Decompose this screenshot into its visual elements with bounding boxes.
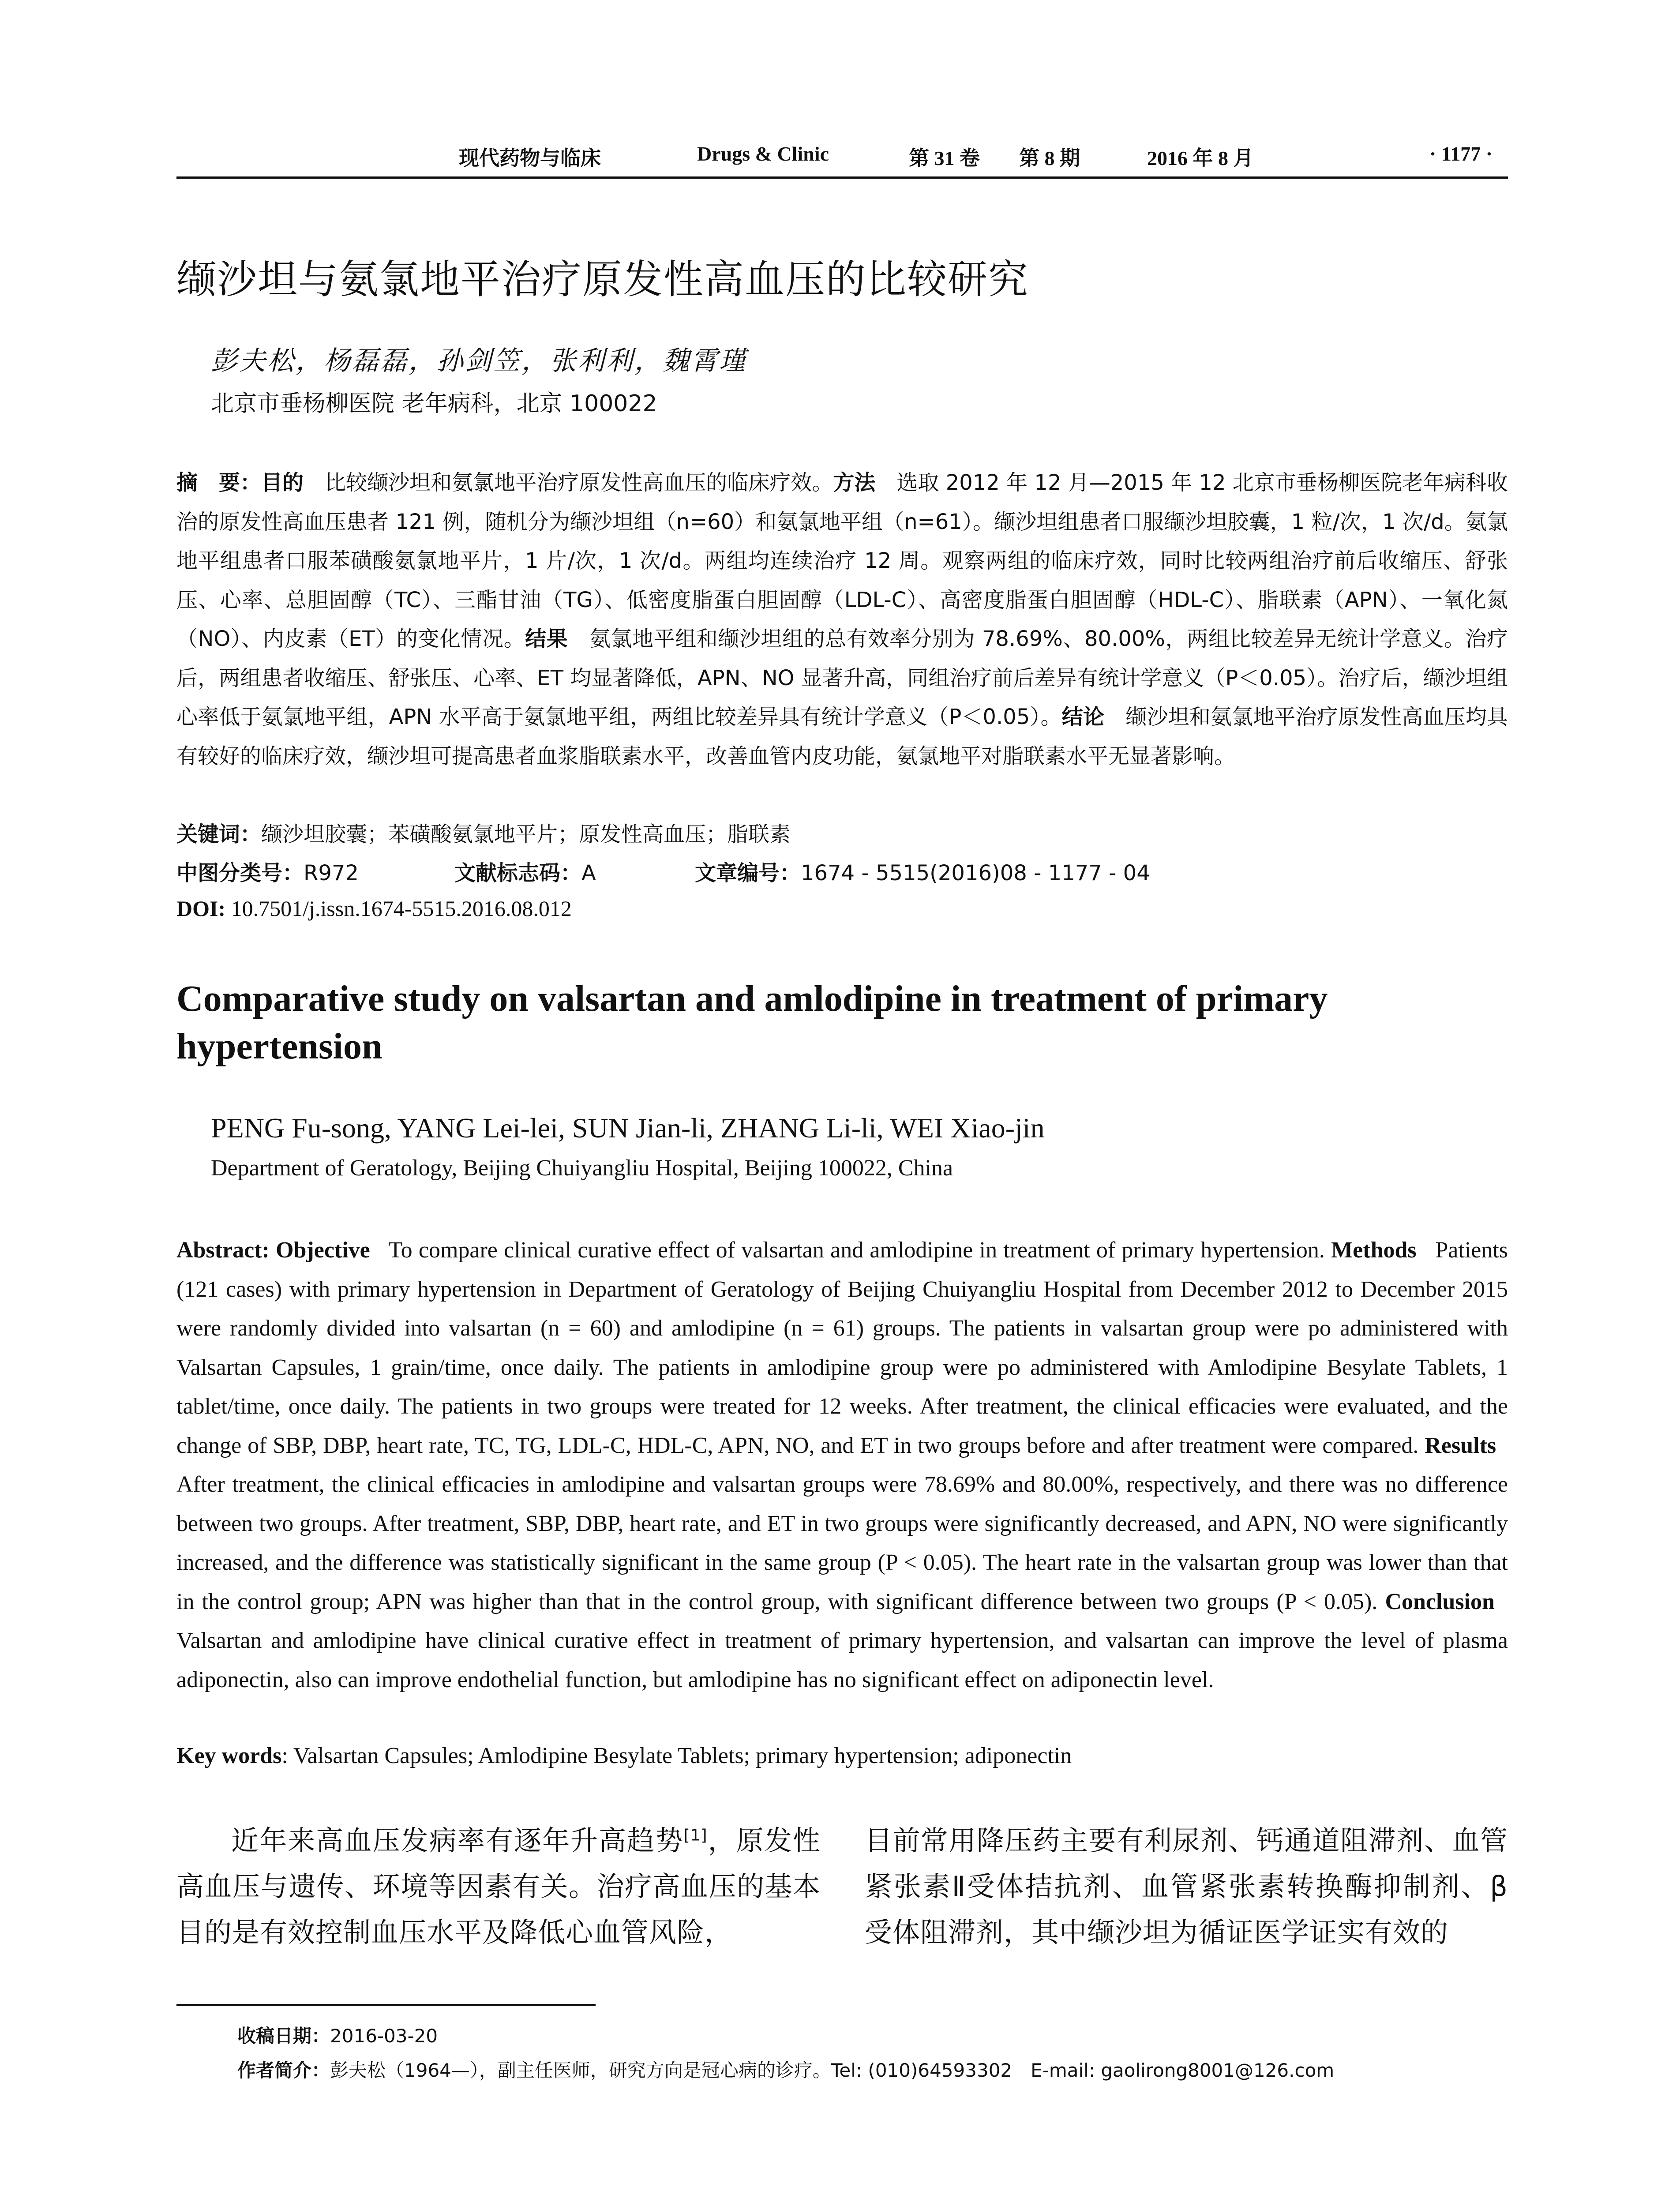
journal-name-cn: 现代药物与临床 (459, 147, 601, 169)
abstract-en-label: Abstract: (176, 1238, 270, 1263)
objective-en: To compare clinical curative effect of valsartan and amlodipine in treatment of primary hypertension. (388, 1238, 1325, 1263)
footnote-received (237, 2022, 438, 2048)
body-column-right (865, 1818, 1508, 1955)
objective-label-cn: 目的 (261, 470, 304, 495)
body-left-text: 近年来高血压发病率有逐年升高趋势 (231, 1824, 684, 1857)
keywords-cn (176, 817, 791, 848)
classification-row (176, 856, 1508, 885)
methods-label-cn: 方法 (833, 470, 876, 495)
keywords-en-text: : Valsartan Capsules; Amlodipine Besylate Tablets; primary hypertension; adiponectin (281, 1743, 1072, 1768)
footnote-rule (176, 2004, 596, 2006)
author-bio: 彭夫松（1964—），副主任医师，研究方向是冠心病的诊疗。Tel: (010)64593302 E-mail: gaolirong8001@126.com (330, 2060, 1335, 2081)
author-bio-label: 作者简介： (237, 2060, 330, 2081)
received-label: 收稿日期： (237, 2025, 330, 2047)
document-code (454, 856, 596, 886)
doi (176, 896, 572, 921)
abstract-en (176, 1231, 1508, 1700)
body-left-text-continued: ，原发性高血压与遗传、环境等因素有关。治疗高血压的基本目的是有效控制血压水平及降低心血管风险， (176, 1824, 821, 1948)
results-en: After treatment, the clinical efficacies in amlodipine and valsartan groups were 78.69% and 80.00%, respectively, and there was no difference between two groups. After treatment, SBP, DBP, heart rate, and ET in two groups were significantly decreased, and APN, NO were significantly increased, and the difference was statistically significant in the same group (P < 0.05). The heart rate in the valsartan group was lower than that in the control group; APN was higher than that in the control group, with significant difference between two groups (P < 0.05). (176, 1472, 1508, 1614)
methods-label-en: Methods (1331, 1238, 1417, 1263)
header-rule (176, 176, 1508, 179)
received-date: 2016-03-20 (330, 2025, 438, 2047)
clc-value: R972 (304, 861, 359, 885)
keywords-en-label: Key words (176, 1743, 282, 1768)
keywords-cn-label: 关键词： (176, 822, 262, 847)
running-header (176, 142, 1508, 169)
abstract-cn (176, 463, 1508, 776)
article-label: 文章编号： (695, 861, 801, 885)
results-cn: 氨氯地平组和缬沙坦组的总有效率分别为 78.69%、80.00%，两组比较差异无统计学意义。治疗后，两组患者收缩压、舒张压、心率、ET 均显著降低，APN、NO 显著升高，同组治疗前后差异有统计学意义（P＜0.05）。治疗后，缬沙坦组心率低于氨氯地平组，APN 水平高于氨氯地平组，两组比较差异具有统计学意义（P＜0.05）。 (176, 627, 1508, 729)
authors-cn: 彭夫松，杨磊磊，孙剑笠，张利利，魏霄瑾 (211, 345, 747, 376)
doc-value: A (581, 861, 596, 885)
title-cn: 缬沙坦与氨氯地平治疗原发性高血压的比较研究 (176, 256, 1029, 303)
methods-cn: 选取 2012 年 12 月—2015 年 12 北京市垂杨柳医院老年病科收治的原发性高血压患者 121 例，随机分为缬沙坦组（n=60）和氨氯地平组（n=61）。缬沙坦组患者口服缬沙坦胶囊，1 粒/次，1 次/d。氨氯地平组患者口服苯磺酸氨氯地平片，1 片/次，1 次/d。两组均连续治疗 12 周。观察两组的临床疗效，同时比较两组治疗前后收缩压、舒张压、心率、总胆固醇（TC）、三酯甘油（TG）、低密度脂蛋白胆固醇（LDL-C）、高密度脂蛋白胆固醇（HDL-C）、脂联素（APN）、一氧化氮（NO）、内皮素（ET）的变化情况。 (176, 470, 1508, 651)
results-label-en: Results (1425, 1433, 1496, 1458)
affiliation-en: Department of Geratology, Beijing Chuiyangliu Hospital, Beijing 100022, China (211, 1156, 953, 1181)
volume: 第 31 卷 (909, 147, 980, 169)
body-right-text: 目前常用降压药主要有利尿剂、钙通道阻滞剂、血管紧张素Ⅱ受体拮抗剂、血管紧张素转换酶抑制剂、β 受体阻滞剂，其中缬沙坦为循证医学证实有效的 (865, 1824, 1508, 1948)
doc-label: 文献标志码： (454, 861, 582, 885)
authors-en: PENG Fu-song, YANG Lei-lei, SUN Jian-li, ZHANG Li-li, WEI Xiao-jin (211, 1112, 1045, 1144)
conclusion-label-cn: 结论 (1061, 705, 1105, 729)
abstract-cn-label: 摘 要： (176, 470, 262, 495)
objective-label-en: Objective (276, 1238, 370, 1263)
footnote-author (237, 2056, 1334, 2082)
affiliation-cn: 北京市垂杨柳医院 老年病科，北京 100022 (211, 390, 657, 417)
title-en: Comparative study on valsartan and amlodipine in treatment of primary hypertension (176, 978, 1328, 1067)
article-number (695, 856, 1150, 886)
objective-cn: 比较缬沙坦和氨氯地平治疗原发性高血压的临床疗效。 (325, 470, 833, 495)
clc-label: 中图分类号： (176, 861, 304, 885)
issue: 第 8 期 (1019, 147, 1080, 169)
doi-label: DOI: (176, 896, 226, 921)
methods-en: Patients (121 cases) with primary hypertension in Department of Geratology of Beijing Chuiyangliu Hospital from December 2012 to December 2015 were randomly divided into valsartan (n = 60) and amlodipine (n = 61) groups. The patients in valsartan group were po administered with Valsartan Capsules, 1 grain/time, once daily. The patients in amlodipine group were po administered with Amlodipine Besylate Tablets, 1 tablet/time, once daily. The patients in two groups were treated for 12 weeks. After treatment, the clinical efficacies were evaluated, and the change of SBP, DBP, heart rate, TC, TG, LDL-C, HDL-C, APN, NO, and ET in two groups before and after treatment were compared. (176, 1238, 1508, 1458)
page-number: · 1177 · (1429, 143, 1493, 165)
issue-date: 2016 年 8 月 (1147, 147, 1254, 169)
journal-name-en: Drugs & Clinic (697, 143, 829, 165)
doi-value[interactable]: 10.7501/j.issn.1674-5515.2016.08.012 (231, 896, 572, 921)
conclusion-cn: 缬沙坦和氨氯地平治疗原发性高血压均具有较好的临床疗效，缬沙坦可提高患者血浆脂联素水平，改善血管内皮功能，氨氯地平对脂联素水平无显著影响。 (176, 705, 1508, 769)
keywords-en (176, 1743, 1072, 1769)
conclusion-en: Valsartan and amlodipine have clinical curative effect in treatment of primary hypertension, and valsartan can improve the level of plasma adiponectin, also can improve endothelial function, but amlodipine has no significant effect on adiponectin level. (176, 1628, 1508, 1692)
clc-code (176, 856, 359, 886)
reference-marker[interactable]: [1] (683, 1826, 708, 1845)
results-label-cn: 结果 (525, 627, 568, 651)
conclusion-label-en: Conclusion (1385, 1589, 1495, 1614)
article-value: 1674 - 5515(2016)08 - 1177 - 04 (801, 861, 1150, 885)
keywords-cn-text: 缬沙坦胶囊；苯磺酸氨氯地平片；原发性高血压；脂联素 (261, 822, 791, 847)
body-column-left (176, 1818, 821, 1955)
